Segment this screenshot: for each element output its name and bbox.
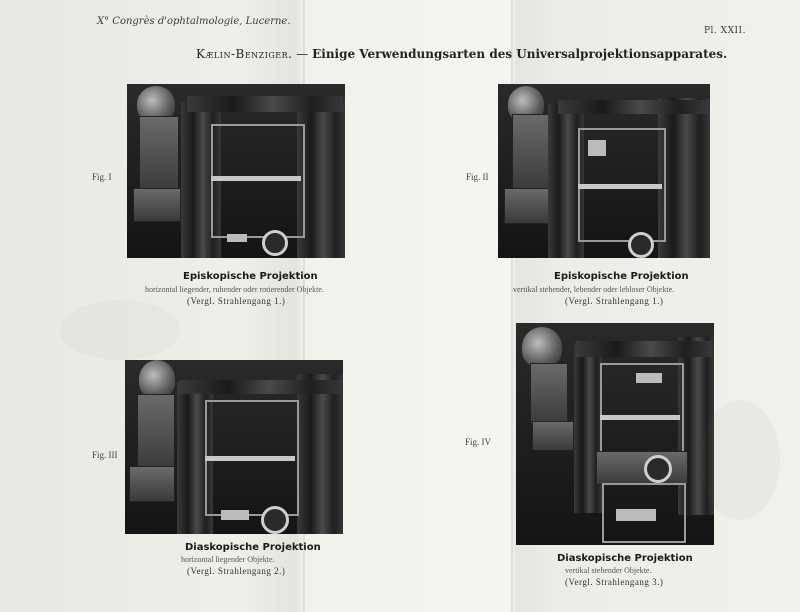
figure-2-photo <box>498 84 710 258</box>
figure-1-caption-sub: horizontal liegender, ruhender oder rotierender Objekte. <box>145 285 324 294</box>
figure-4-caption-title: Diaskopische Projektion <box>557 553 693 564</box>
congress-header: X° Congrès d'ophtalmologie, Lucerne. <box>97 16 291 27</box>
figure-2-caption-title: Episkopische Projektion <box>554 271 689 282</box>
figure-3-caption-ref: (Vergl. Strahlengang 2.) <box>187 566 286 576</box>
figure-1-photo <box>127 84 345 258</box>
figure-4-label: Fig. IV <box>465 437 492 447</box>
figure-3-caption-sub: horizontal liegender Objekte. <box>181 555 275 564</box>
page-title <box>196 47 727 61</box>
figure-2-caption-ref: (Vergl. Strahlengang 1.) <box>565 296 664 306</box>
figure-3-label: Fig. III <box>92 450 118 460</box>
figure-1-label: Fig. I <box>92 172 112 182</box>
figure-2-label: Fig. II <box>466 172 489 182</box>
plate-number: Pl. XXII. <box>704 26 746 36</box>
figure-3-caption-title: Diaskopische Projektion <box>185 542 321 553</box>
figure-4-photo <box>516 323 714 545</box>
figure-1-caption-title: Episkopische Projektion <box>183 271 318 282</box>
title-author: Kælin-Benziger. <box>196 47 293 61</box>
figure-1-caption-ref: (Vergl. Strahlengang 1.) <box>187 296 286 306</box>
figure-4-caption-ref: (Vergl. Strahlengang 3.) <box>565 577 664 587</box>
figure-2-caption-sub: vertikal stehender, lebender oder lebloser Objekte. <box>513 285 675 294</box>
paper-stain <box>60 300 180 360</box>
figure-4-caption-sub: vertikal stehender Objekte. <box>565 566 652 575</box>
title-text: Einige Verwendungsarten des Universalprojektionsapparates. <box>312 47 728 61</box>
paper-stain <box>700 400 780 520</box>
figure-3-photo <box>125 360 343 534</box>
title-dash: — <box>296 47 309 61</box>
